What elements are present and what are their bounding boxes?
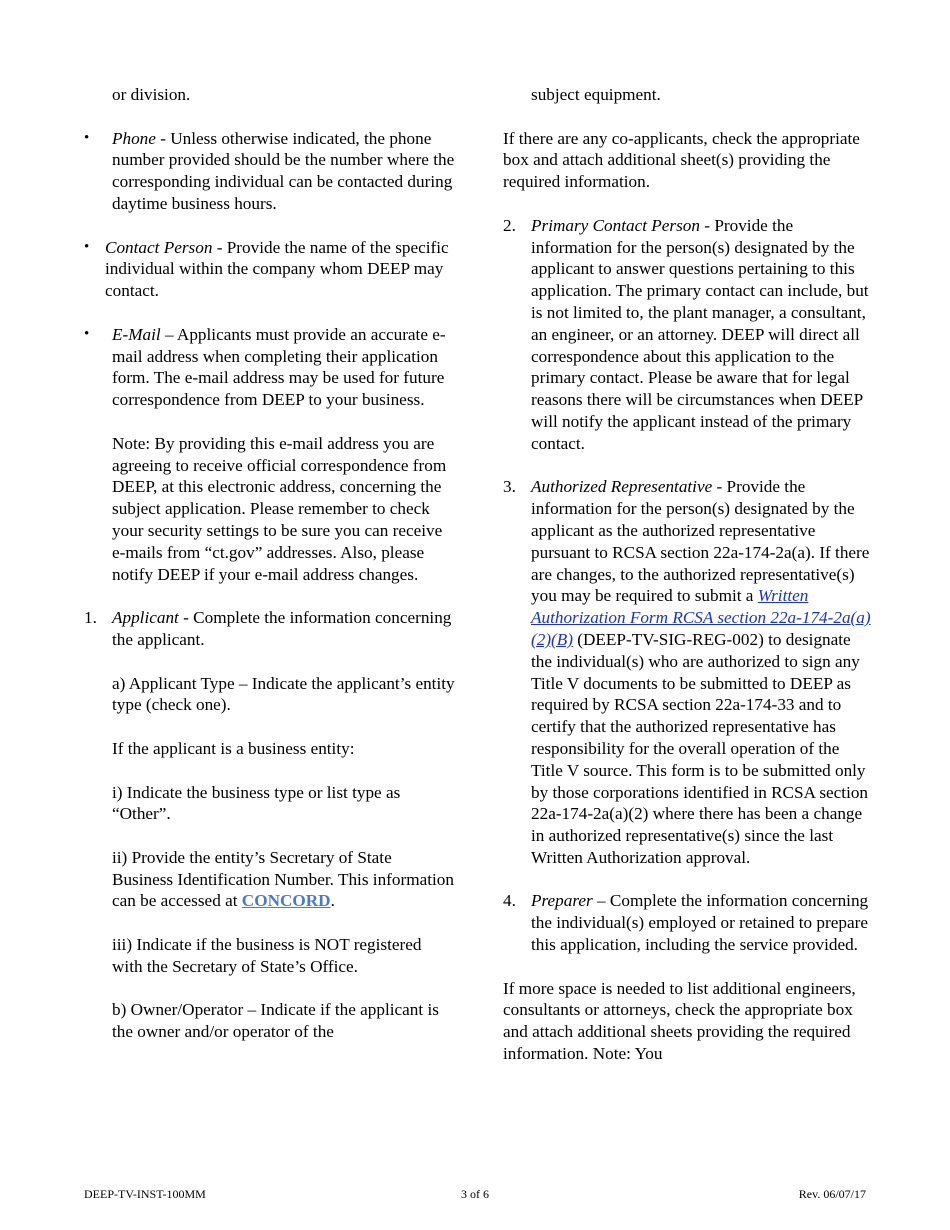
phone-bullet xyxy=(84,128,456,215)
primary-term: Primary Contact Person xyxy=(531,215,700,235)
continued-text: subject equipment. xyxy=(531,85,661,104)
contact-term: Contact Person xyxy=(105,237,213,257)
continued-text: or division. xyxy=(112,85,191,104)
coapplicants-text: If there are any co-applicants, check the appropriate box and attach additional sheet(s) providing the required information. xyxy=(503,128,860,192)
preparer-term: Preparer xyxy=(531,891,593,911)
sub-item-ii-text: ii) Provide the entity’s Secretary of State Business Identification Number. This information can be accessed at xyxy=(112,847,454,911)
sub-item-ii xyxy=(84,847,456,912)
business-entity-heading: If the applicant is a business entity: xyxy=(112,738,355,758)
preparer-text: – Complete the information concerning the individual(s) employed or retained to prepare this application, including the service provided. xyxy=(531,891,869,955)
primary-contact-item xyxy=(503,215,875,455)
authorized-text-b: (DEEP-TV-SIG-REG-002) to designate the individual(s) who are authorized to sign any Title V documents to be submitted to DEEP as required by RCSA section 22a-174-33 and to certify that the authorized representative has responsibility for the overall operation of the Title V source. This form is to be submitted only by those corporations identified in RCSA section 22a-174-2a(a)(2) where there has been a change in authorized representative(s) since the last Written Authorization approval. xyxy=(531,629,869,867)
more-space-text: If more space is needed to list additional engineers, consultants or attorneys, check the appropriate box and attach additional sheets providing the required information. Note: You xyxy=(503,978,856,1064)
left-column xyxy=(84,84,456,1043)
applicant-type: a) Applicant Type – Indicate the applicant’s entity type (check one). xyxy=(112,673,455,715)
email-text: – Applicants must provide an accurate e-mail address when completing their application form. The e-mail address may be used for future correspondence from DEEP to your business. xyxy=(112,324,446,410)
item-number: 2. xyxy=(503,215,516,235)
applicant-item xyxy=(84,607,456,651)
phone-text: - Unless otherwise indicated, the phone number provided should be the number where the corresponding individual can be contacted during daytime business hours. xyxy=(112,128,455,213)
footer-revision: Rev. 06/07/17 xyxy=(798,1187,866,1201)
footer-page-number: 3 of 6 xyxy=(461,1187,489,1201)
footer-form-id: DEEP-TV-INST-100MM xyxy=(84,1187,206,1201)
item-number: 1. xyxy=(84,608,97,628)
email-bullet xyxy=(84,324,456,411)
contact-person-bullet xyxy=(84,237,456,302)
applicant-text: - Complete the information concerning the applicant. xyxy=(112,608,452,649)
sub-item-i: i) Indicate the business type or list type as “Other”. xyxy=(112,782,401,824)
item-number: 4. xyxy=(503,891,516,911)
phone-term: Phone xyxy=(112,128,156,148)
authorized-term: Authorized Representative xyxy=(531,477,713,497)
written-authorization-link[interactable]: Written Authorization Form RCSA section 22a-174-2a(a)(2)(B) xyxy=(531,586,871,649)
authorized-text-a: - Provide the information for the person(s) designated by the applicant as the authorized representative pursuant to RCSA section 22a-174-2a(a). If there are changes, to the authorized representative(s) you may be required to submit a xyxy=(531,477,870,606)
sub-item-iii: iii) Indicate if the business is NOT registered with the Secretary of State’s Office. xyxy=(112,935,422,976)
primary-text: - Provide the information for the person(s) designated by the applicant to answer questions pertaining to this application. The primary contact can include, but is not limited to, the plant manager, a consultant, an engineer, or an attorney. DEEP will direct all correspondence about this application to the primary contact. Please be aware that for legal reasons there will be circumstances when DEEP will notify the applicant instead of the primary contact. xyxy=(531,215,869,453)
bullet-icon: • xyxy=(84,129,90,146)
owner-operator: b) Owner/Operator – Indicate if the applicant is the owner and/or operator of the xyxy=(112,1000,439,1042)
right-column xyxy=(503,84,875,1065)
bullet-icon: • xyxy=(84,238,90,255)
email-note: Note: By providing this e-mail address you are agreeing to receive official correspondence from DEEP, at this electronic address, concerning the subject application. Please remember to check your security settings to be sure you can receive e-mails from “ct.gov” addresses. Also, please notify DEEP if your e-mail address changes. xyxy=(112,433,447,584)
bullet-icon: • xyxy=(84,325,90,342)
item-number: 3. xyxy=(503,477,516,497)
email-term: E-Mail xyxy=(112,324,161,344)
authorized-representative-item xyxy=(503,476,875,868)
applicant-term: Applicant xyxy=(112,608,179,628)
sub-item-ii-end: . xyxy=(330,891,335,911)
contact-text: - Provide the name of the specific individual within the company whom DEEP may contact. xyxy=(105,237,449,301)
preparer-item xyxy=(503,890,875,955)
concord-link[interactable]: CONCORD xyxy=(241,891,331,911)
